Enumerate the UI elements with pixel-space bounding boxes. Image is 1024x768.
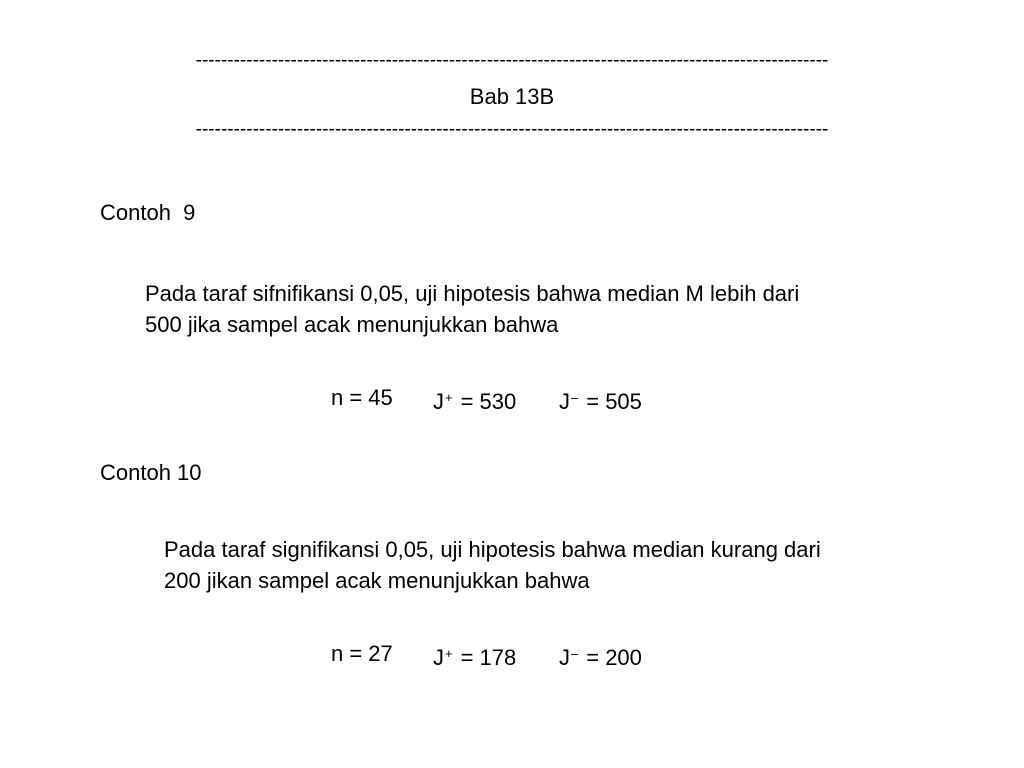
header-dash-divider-bottom: ----------------------------------------------------------------------------------------------------	[195, 119, 829, 140]
example-10-problem-line-1: Pada taraf signifikansi 0,05, uji hipotesis bahwa median kurang dari	[164, 537, 821, 562]
example-10-j-plus-sup: +	[445, 646, 453, 661]
example-9-problem	[145, 278, 945, 340]
example-10-j-minus-symbol: J	[559, 645, 570, 670]
example-10-title: Contoh 10	[100, 460, 202, 485]
header-dash-divider-top: ----------------------------------------------------------------------------------------------------	[195, 50, 829, 71]
example-9-j-plus-symbol: J	[433, 389, 444, 414]
example-10-j-plus-value: = 178	[460, 645, 517, 670]
example-9-n-value: n = 45	[331, 385, 393, 410]
example-10-j-minus-sup: –	[571, 646, 579, 661]
example-9-j-minus-sup: –	[571, 390, 579, 405]
example-10-j-plus	[433, 641, 516, 671]
example-9-problem-line-2: 500 jika sampel acak menunjukkan bahwa	[145, 312, 559, 337]
example-10-problem	[164, 534, 964, 596]
chapter-title: Bab 13B	[469, 84, 555, 109]
example-10-j-minus-value: = 200	[586, 645, 642, 670]
example-10-problem-line-2: 200 jikan sampel acak menunjukkan bahwa	[164, 568, 590, 593]
example-10-n-value: n = 27	[331, 641, 393, 666]
example-9-j-plus	[433, 385, 516, 415]
example-9-problem-line-1: Pada taraf sifnifikansi 0,05, uji hipotesis bahwa median M lebih dari	[145, 281, 800, 306]
example-9-j-minus-value: = 505	[586, 389, 642, 414]
example-9-title: Contoh 9	[100, 200, 196, 225]
example-10-j-minus	[559, 641, 642, 671]
example-9-j-minus-symbol: J	[559, 389, 570, 414]
example-9-j-minus	[559, 385, 642, 415]
example-10-j-plus-symbol: J	[433, 645, 444, 670]
example-9-j-plus-sup: +	[445, 390, 453, 405]
example-9-j-plus-value: = 530	[460, 389, 517, 414]
